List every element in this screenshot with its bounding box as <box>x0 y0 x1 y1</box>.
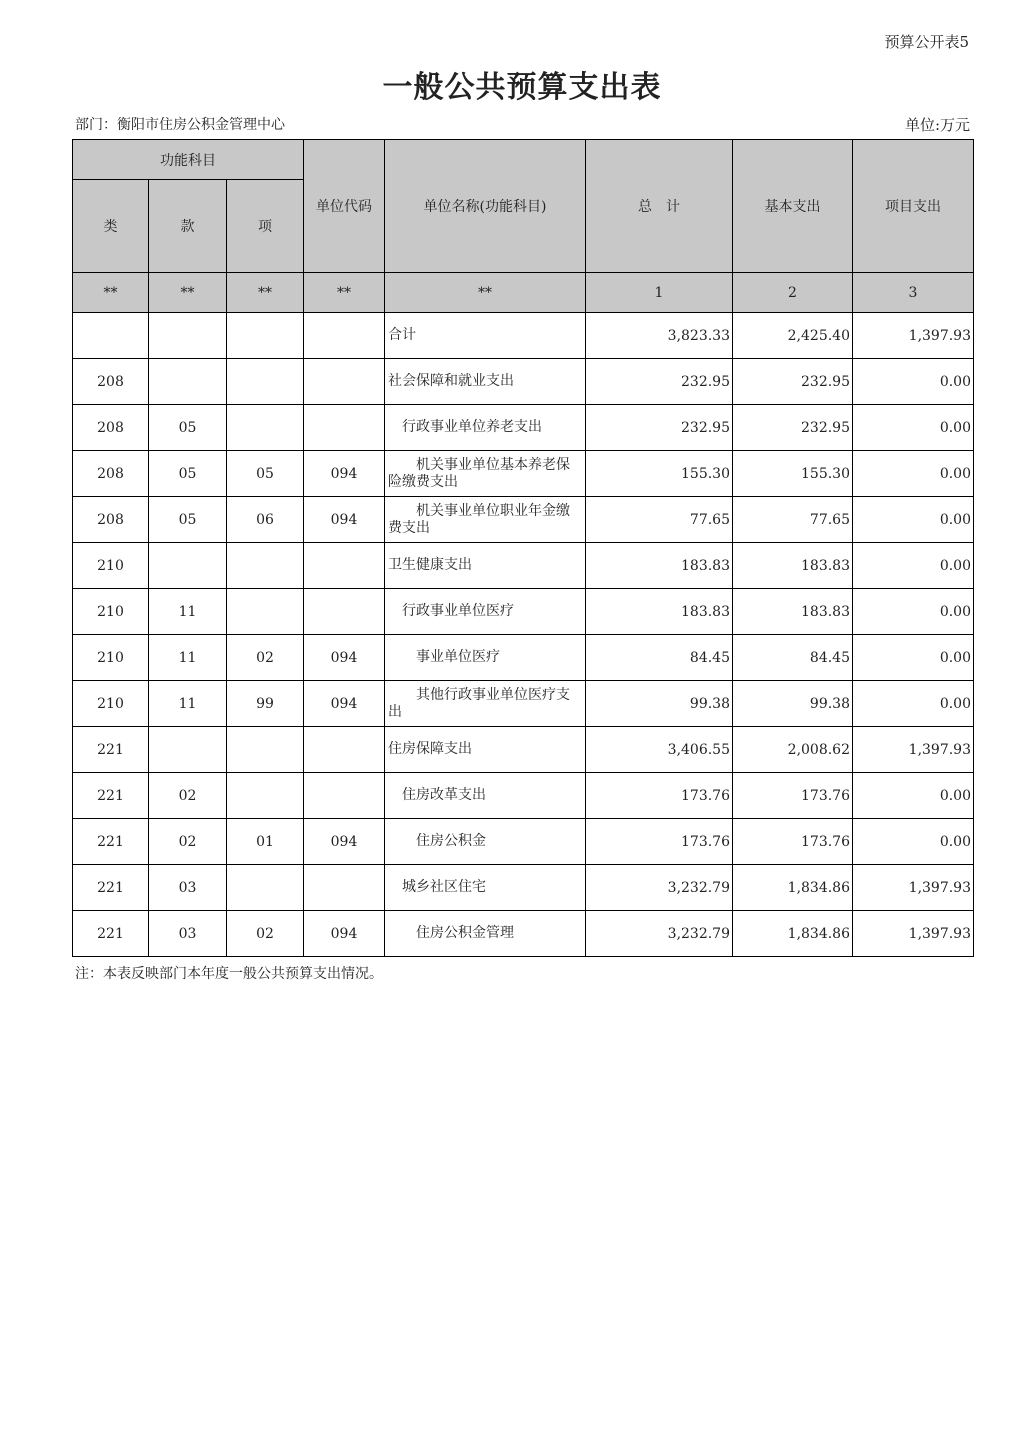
cell-lei: 210 <box>73 635 149 681</box>
header-code-cell: ** <box>385 273 586 313</box>
cell-unit-name: 行政事业单位医疗 <box>385 589 586 635</box>
cell-kuan <box>149 313 227 359</box>
cell-lei: 221 <box>73 865 149 911</box>
cell-lei: 221 <box>73 819 149 865</box>
cell-xiang <box>227 773 304 819</box>
cell-basic: 84.45 <box>733 635 853 681</box>
cell-project: 0.00 <box>853 359 974 405</box>
cell-xiang: 06 <box>227 497 304 543</box>
cell-xiang <box>227 313 304 359</box>
cell-unit-code <box>304 359 385 405</box>
cell-kuan: 05 <box>149 497 227 543</box>
cell-basic: 155.30 <box>733 451 853 497</box>
cell-total: 84.45 <box>586 635 733 681</box>
table-row <box>73 727 974 773</box>
cell-basic: 2,008.62 <box>733 727 853 773</box>
cell-total: 3,232.79 <box>586 911 733 957</box>
table-row <box>73 313 974 359</box>
budget-table <box>72 139 974 957</box>
cell-unit-name: 事业单位医疗 <box>385 635 586 681</box>
cell-unit-code: 094 <box>304 681 385 727</box>
cell-kuan <box>149 727 227 773</box>
cell-unit-code <box>304 589 385 635</box>
footnote: 注：本表反映部门本年度一般公共预算支出情况。 <box>75 966 383 982</box>
cell-xiang: 02 <box>227 911 304 957</box>
header-xiang: 项 <box>227 180 304 273</box>
cell-xiang <box>227 543 304 589</box>
cell-xiang <box>227 405 304 451</box>
cell-kuan: 03 <box>149 865 227 911</box>
cell-lei: 208 <box>73 359 149 405</box>
cell-basic: 77.65 <box>733 497 853 543</box>
cell-unit-name: 其他行政事业单位医疗支出 <box>385 681 586 727</box>
cell-unit-name: 社会保障和就业支出 <box>385 359 586 405</box>
cell-project: 0.00 <box>853 819 974 865</box>
page-title: 一般公共预算支出表 <box>382 70 662 105</box>
header-unit-name: 单位名称(功能科目) <box>385 140 586 273</box>
cell-kuan: 02 <box>149 773 227 819</box>
cell-xiang: 05 <box>227 451 304 497</box>
cell-unit-name: 住房保障支出 <box>385 727 586 773</box>
cell-lei: 210 <box>73 681 149 727</box>
cell-xiang <box>227 589 304 635</box>
cell-project: 0.00 <box>853 497 974 543</box>
cell-total: 3,406.55 <box>586 727 733 773</box>
cell-unit-code: 094 <box>304 911 385 957</box>
header-code-cell: 3 <box>853 273 974 313</box>
table-row <box>73 865 974 911</box>
cell-unit-code <box>304 865 385 911</box>
form-number: 预算公开表5 <box>884 33 969 51</box>
header-code-cell: 1 <box>586 273 733 313</box>
cell-lei: 221 <box>73 727 149 773</box>
cell-project: 0.00 <box>853 635 974 681</box>
cell-total: 3,823.33 <box>586 313 733 359</box>
table-row <box>73 359 974 405</box>
cell-unit-name: 合计 <box>385 313 586 359</box>
cell-basic: 183.83 <box>733 589 853 635</box>
cell-project: 0.00 <box>853 451 974 497</box>
cell-unit-code: 094 <box>304 451 385 497</box>
cell-lei: 221 <box>73 773 149 819</box>
cell-total: 173.76 <box>586 819 733 865</box>
cell-total: 3,232.79 <box>586 865 733 911</box>
table-row <box>73 681 974 727</box>
cell-unit-name: 住房公积金 <box>385 819 586 865</box>
cell-kuan <box>149 543 227 589</box>
cell-unit-code <box>304 405 385 451</box>
table-row <box>73 819 974 865</box>
cell-basic: 232.95 <box>733 405 853 451</box>
header-project: 项目支出 <box>853 140 974 273</box>
cell-xiang <box>227 727 304 773</box>
cell-basic: 173.76 <box>733 819 853 865</box>
cell-unit-name: 住房公积金管理 <box>385 911 586 957</box>
cell-project: 0.00 <box>853 589 974 635</box>
cell-xiang <box>227 359 304 405</box>
cell-xiang <box>227 865 304 911</box>
cell-unit-name: 机关事业单位职业年金缴费支出 <box>385 497 586 543</box>
cell-basic: 1,834.86 <box>733 865 853 911</box>
cell-total: 232.95 <box>586 359 733 405</box>
cell-project: 1,397.93 <box>853 727 974 773</box>
cell-unit-name: 卫生健康支出 <box>385 543 586 589</box>
department-label: 部门：衡阳市住房公积金管理中心 <box>75 117 285 133</box>
table-row <box>73 911 974 957</box>
cell-kuan: 05 <box>149 451 227 497</box>
cell-project: 0.00 <box>853 543 974 589</box>
cell-project: 0.00 <box>853 773 974 819</box>
unit-label: 单位:万元 <box>904 116 970 134</box>
table-row <box>73 589 974 635</box>
cell-lei: 210 <box>73 589 149 635</box>
cell-total: 77.65 <box>586 497 733 543</box>
header-total: 总 计 <box>586 140 733 273</box>
cell-kuan: 11 <box>149 681 227 727</box>
cell-lei: 210 <box>73 543 149 589</box>
cell-project: 1,397.93 <box>853 313 974 359</box>
cell-lei: 221 <box>73 911 149 957</box>
cell-kuan: 11 <box>149 635 227 681</box>
header-unit-code: 单位代码 <box>304 140 385 273</box>
cell-basic: 183.83 <box>733 543 853 589</box>
cell-project: 0.00 <box>853 681 974 727</box>
header-code-cell: ** <box>304 273 385 313</box>
cell-unit-code <box>304 543 385 589</box>
cell-unit-name: 城乡社区住宅 <box>385 865 586 911</box>
table-row <box>73 635 974 681</box>
cell-kuan: 05 <box>149 405 227 451</box>
cell-lei <box>73 313 149 359</box>
cell-basic: 99.38 <box>733 681 853 727</box>
cell-lei: 208 <box>73 405 149 451</box>
table-row <box>73 497 974 543</box>
cell-project: 1,397.93 <box>853 865 974 911</box>
cell-lei: 208 <box>73 497 149 543</box>
header-code-cell: ** <box>73 273 149 313</box>
header-kuan: 款 <box>149 180 227 273</box>
header-code-cell: 2 <box>733 273 853 313</box>
cell-unit-name: 行政事业单位养老支出 <box>385 405 586 451</box>
cell-unit-code: 094 <box>304 497 385 543</box>
cell-total: 183.83 <box>586 543 733 589</box>
header-lei: 类 <box>73 180 149 273</box>
cell-basic: 232.95 <box>733 359 853 405</box>
cell-project: 0.00 <box>853 405 974 451</box>
cell-basic: 1,834.86 <box>733 911 853 957</box>
cell-unit-code <box>304 727 385 773</box>
header-basic: 基本支出 <box>733 140 853 273</box>
header-code-cell: ** <box>227 273 304 313</box>
header-code-cell: ** <box>149 273 227 313</box>
table-row <box>73 405 974 451</box>
cell-unit-code: 094 <box>304 635 385 681</box>
cell-unit-code <box>304 313 385 359</box>
table-row <box>73 773 974 819</box>
cell-unit-name: 机关事业单位基本养老保险缴费支出 <box>385 451 586 497</box>
cell-unit-code: 094 <box>304 819 385 865</box>
table-row <box>73 543 974 589</box>
cell-xiang: 99 <box>227 681 304 727</box>
cell-kuan <box>149 359 227 405</box>
cell-xiang: 01 <box>227 819 304 865</box>
cell-kuan: 02 <box>149 819 227 865</box>
cell-kuan: 11 <box>149 589 227 635</box>
header-function-subject: 功能科目 <box>73 140 304 180</box>
cell-kuan: 03 <box>149 911 227 957</box>
cell-basic: 2,425.40 <box>733 313 853 359</box>
cell-total: 155.30 <box>586 451 733 497</box>
table-row <box>73 451 974 497</box>
cell-total: 183.83 <box>586 589 733 635</box>
cell-project: 1,397.93 <box>853 911 974 957</box>
cell-total: 232.95 <box>586 405 733 451</box>
cell-basic: 173.76 <box>733 773 853 819</box>
cell-total: 99.38 <box>586 681 733 727</box>
cell-unit-name: 住房改革支出 <box>385 773 586 819</box>
cell-total: 173.76 <box>586 773 733 819</box>
cell-unit-code <box>304 773 385 819</box>
cell-lei: 208 <box>73 451 149 497</box>
cell-xiang: 02 <box>227 635 304 681</box>
